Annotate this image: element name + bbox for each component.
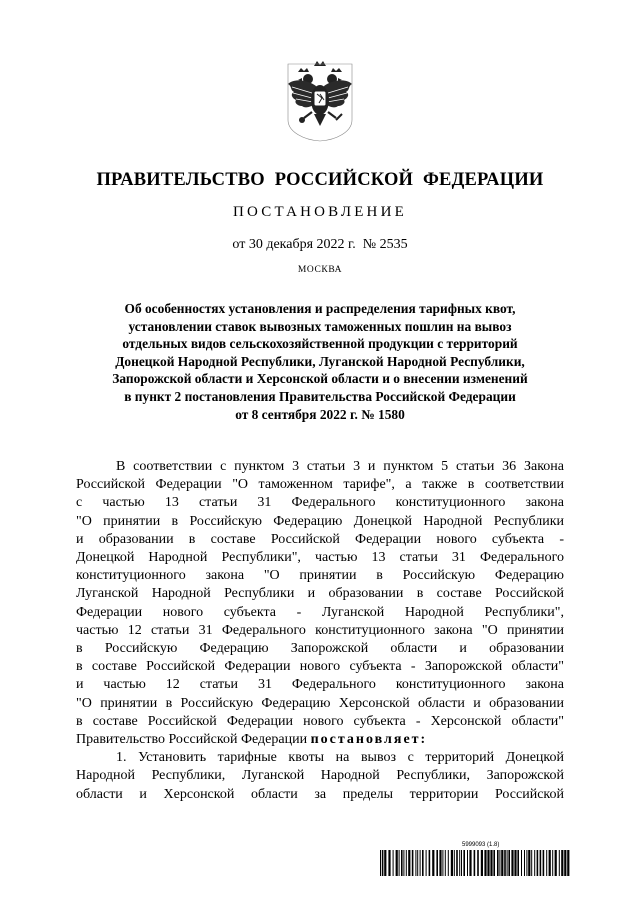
city-name: МОСКВА bbox=[297, 265, 343, 275]
document-type: ПОСТАНОВЛЕНИЕ bbox=[233, 204, 407, 220]
organization-name: ПРАВИТЕЛЬСТВО РОССИЙСКОЙ ФЕДЕРАЦИИ bbox=[96, 170, 544, 190]
resolve-word: постановляет: bbox=[310, 732, 428, 748]
document-number: № 2535 bbox=[362, 237, 408, 252]
body-line: в составе Российской Федерации нового субъекта - Херсонской области" bbox=[76, 713, 564, 729]
russian-coat-of-arms-icon bbox=[286, 60, 354, 142]
body-line: и частью 12 статьи 31 Федерального конституционного закона bbox=[76, 677, 564, 693]
title-line: от 8 сентября 2022 г. № 1580 bbox=[235, 406, 405, 422]
document-title bbox=[80, 300, 560, 423]
body-line: в составе Российской Федерации нового субъекта - Запорожской области" bbox=[76, 659, 564, 675]
title-line: Донецкой Народной Республики, Луганской Народной Республики, bbox=[115, 353, 525, 369]
title-line: Запорожской области и Херсонской области и о внесении изменений bbox=[112, 371, 528, 387]
body-line: частью 12 статьи 31 Федерального конституционного закона "О принятии bbox=[76, 622, 564, 638]
point-line: области и Херсонской области за пределы территории Российской bbox=[76, 786, 564, 802]
body-line: Луганской Народной Республики и образовании в составе Российской bbox=[76, 586, 564, 602]
date-number-line bbox=[0, 237, 640, 253]
body-line: Российской Федерации "О таможенном тарифе", а также в соответствии bbox=[76, 477, 564, 493]
body-line: конституционного закона "О принятии в Российскую Федерацию bbox=[76, 568, 564, 584]
document-body bbox=[76, 458, 564, 804]
body-line: в Российскую Федерацию Запорожской области и образовании bbox=[76, 641, 564, 657]
body-line: и образовании в составе Российской Федерации нового субъекта - bbox=[76, 531, 564, 547]
document-date: от 30 декабря 2022 г. bbox=[232, 237, 356, 252]
title-line: отдельных видов сельскохозяйственной продукции с территорий bbox=[122, 336, 518, 352]
title-line: Об особенностях установления и распределения тарифных квот, bbox=[124, 301, 516, 316]
body-line: Федерации нового субъекта - Луганской Народной Республики", bbox=[76, 604, 564, 620]
body-line: "О принятии в Российскую Федерацию Херсонской области и образовании bbox=[76, 695, 564, 711]
point-line: 1. Установить тарифные квоты на вывоз с территорий Донецкой bbox=[116, 750, 564, 766]
point-line: Народной Республики, Луганской Народной Республики, Запорожской bbox=[76, 768, 564, 784]
title-line: установлении ставок вывозных таможенных пошлин на вывоз bbox=[128, 318, 512, 334]
body-line: с частью 13 статьи 31 Федерального конституционного закона bbox=[76, 495, 564, 511]
body-line: Донецкой Народной Республики", частью 13 статьи 31 Федерального bbox=[76, 550, 564, 566]
document-code: 5999093 (1.8) bbox=[462, 842, 500, 848]
body-line: В соответствии с пунктом 3 статьи 3 и пунктом 5 статьи 36 Закона bbox=[116, 459, 564, 474]
resolve-prefix: Правительство Российской Федерации bbox=[76, 732, 311, 748]
body-line: "О принятии в Российскую Федерацию Донецкой Народной Республики bbox=[76, 513, 564, 529]
resolve-line bbox=[76, 731, 564, 749]
barcode-icon bbox=[380, 850, 570, 876]
title-line: в пункт 2 постановления Правительства Российской Федерации bbox=[124, 388, 516, 404]
